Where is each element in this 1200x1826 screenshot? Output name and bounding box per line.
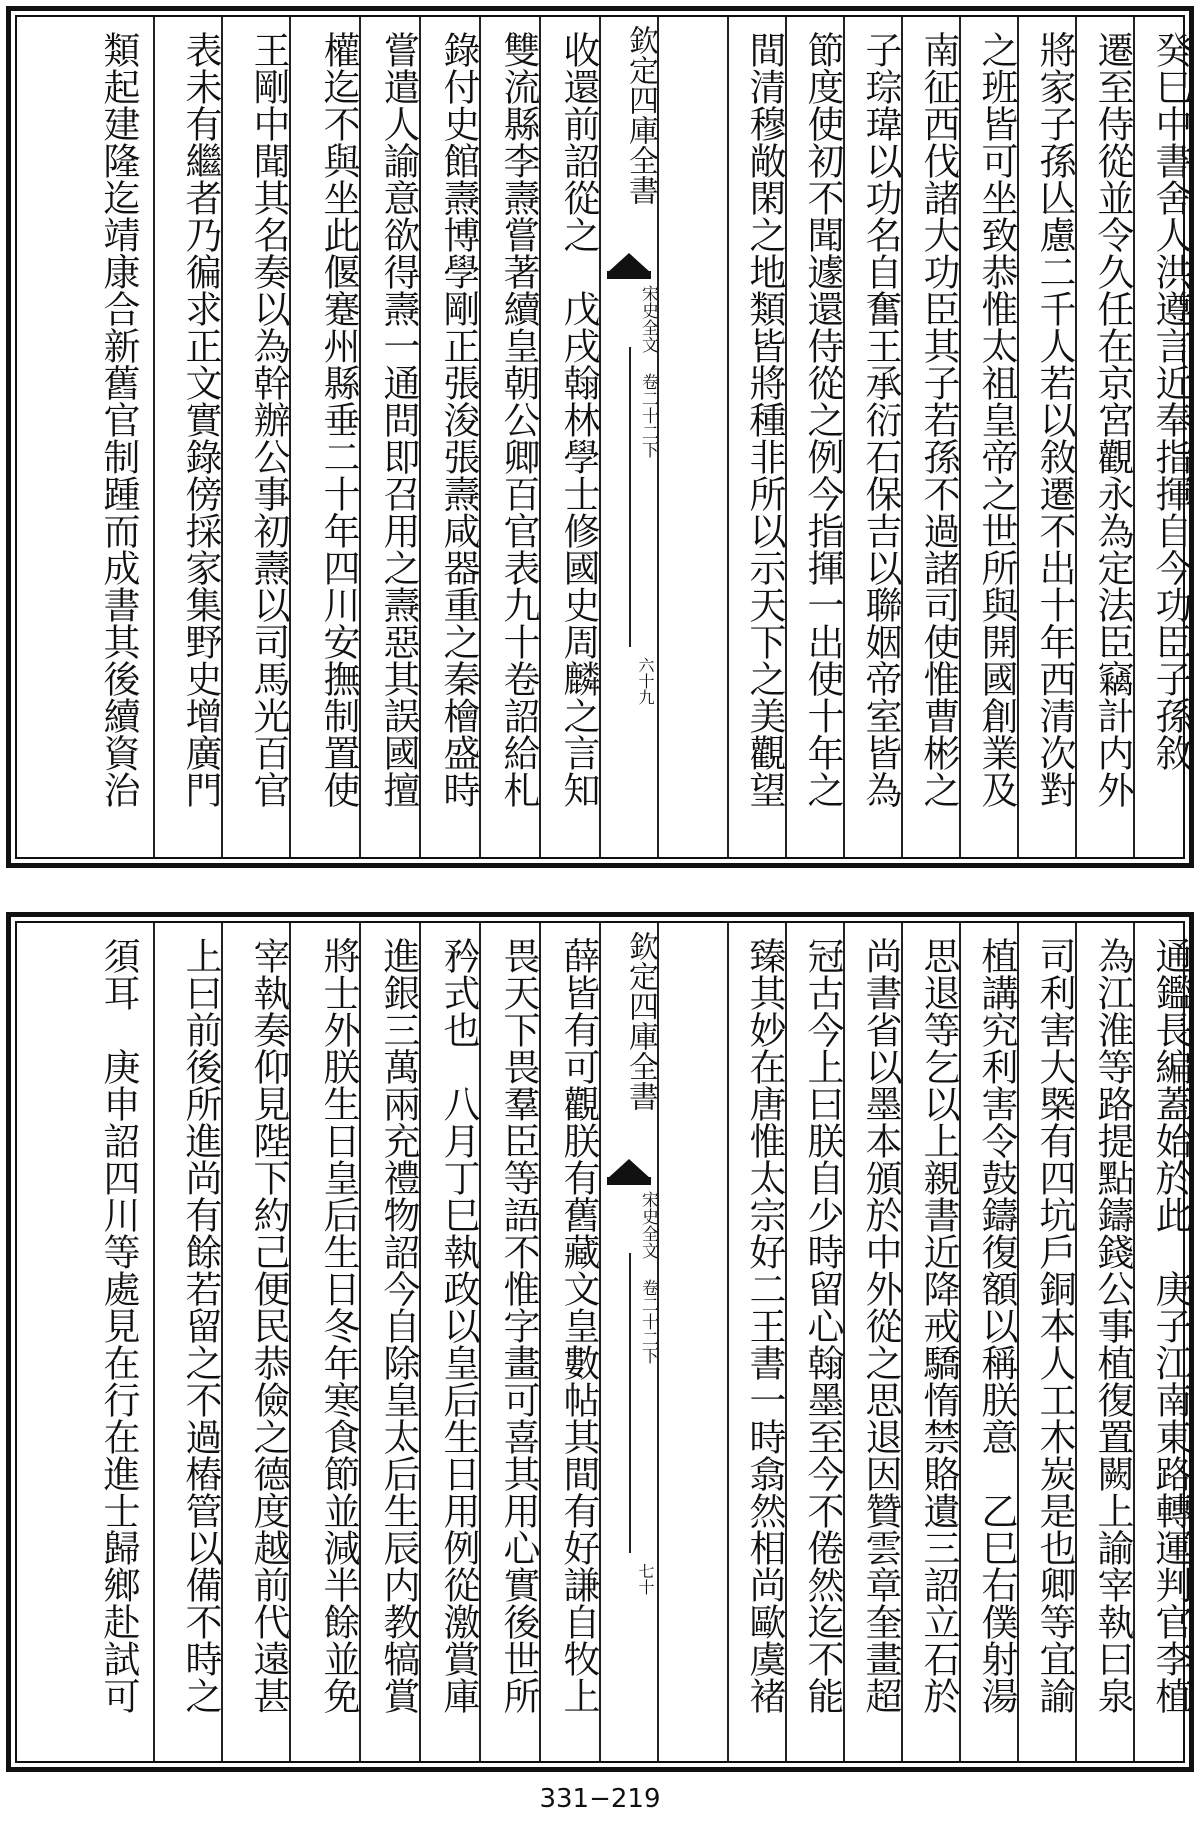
leaf-number: 六十九 (636, 657, 655, 705)
text-column: 節度使初不聞遽還侍從之例今指揮一出使十年之 (785, 17, 843, 857)
text-column: 收還前詔從之 戊戌翰林學士修國史周麟之言知 (539, 17, 599, 857)
text-column: 間清穆敞閑之地類皆將種非所以示天下之美觀望 (727, 17, 785, 857)
lower-page (6, 912, 1194, 1772)
text-column: 將家子孫亾慮二千人若以敘遷不出十年西清次對 (1017, 17, 1075, 857)
text-column: 子琮瑋以功名自奮王承衍石保吉以聯姻帝室皆為 (843, 17, 901, 857)
chapter-label: 宋史全文 卷二十二下 (638, 285, 658, 458)
text-column: 司利害大槩有四坑戶銅本人工木炭是也卿等宜諭 (1017, 923, 1075, 1761)
text-column: 上曰前後所進尚有餘若留之不過樁管以備不時之 (153, 923, 221, 1761)
center-rule (629, 347, 631, 647)
spacer-column (657, 923, 727, 1761)
text-column: 臻其妙在唐惟太宗好二王書一時翕然相尚歐虞褚 (727, 923, 785, 1761)
text-column: 植講究利害令鼓鑄復額以稱朕意 乙巳右僕射湯 (959, 923, 1017, 1761)
center-banner (599, 17, 657, 857)
fish-tail-ornament-icon (607, 253, 651, 273)
text-column: 王剛中聞其名奏以為幹辦公事初燾以司馬光百官 (221, 17, 289, 857)
center-rule (629, 1253, 631, 1553)
text-column: 須耳 庚申詔四川等處見在行在進士歸鄉赴試可 (97, 937, 140, 1714)
text-column: 嘗遣人諭意欲得燾一通問即召用之燾惡其誤國擅 (359, 17, 419, 857)
text-column: 權迄不與坐此偃蹇州縣垂二十年四川安撫制置使 (289, 17, 359, 857)
text-column: 錄付史館燾博學剛正張浚張燾咸器重之秦檜盛時 (419, 17, 479, 857)
fish-tail-bar-icon (607, 1177, 651, 1185)
text-column: 遷至侍從並令久任在京宮觀永為定法臣竊計内外 (1075, 17, 1133, 857)
upper-page (6, 6, 1194, 868)
text-column: 雙流縣李燾嘗著續皇朝公卿百官表九十卷詔給札 (479, 17, 539, 857)
text-column: 宰執奏仰見陛下約己便民恭儉之德度越前代遠甚 (221, 923, 289, 1761)
text-column: 思退等乞以上親書近降戒驕惰禁賂遺三詔立石於 (901, 923, 959, 1761)
upper-page-frame (15, 15, 1192, 859)
text-column: 類起建隆迄靖康合新舊官制踵而成書其後續資治 (97, 31, 140, 808)
text-column: 進銀三萬兩充禮物詔今自除皇太后生辰内教犒賞 (359, 923, 419, 1761)
lower-page-frame (15, 921, 1192, 1763)
text-column: 尚書省以墨本頒於中外從之思退因贊雲章奎畫超 (843, 923, 901, 1761)
page-number: 331−219 (539, 1784, 661, 1814)
center-banner (599, 923, 657, 1761)
spacer-column (657, 17, 727, 857)
text-column: 之班皆可坐致恭惟太祖皇帝之世所與開國創業及 (959, 17, 1017, 857)
text-column: 將士外朕生日皇后生日冬年寒食節並減半餘並免 (289, 923, 359, 1761)
fish-tail-bar-icon (607, 271, 651, 279)
text-column: 薛皆有可觀朕有舊藏文皇數帖其間有好謙自牧上 (539, 923, 599, 1761)
leaf-number: 七十 (636, 1563, 655, 1595)
fish-tail-ornament-icon (607, 1159, 651, 1179)
text-column: 為江淮等路提點鑄錢公事植復置闕上諭宰執曰泉 (1075, 923, 1133, 1761)
text-column: 通鑑長編蓋始於此 庚子江南東路轉運判官李植 (1133, 923, 1191, 1761)
text-column: 畏天下畏羣臣等語不惟字畫可喜其用心實後世所 (479, 923, 539, 1761)
chapter-label: 宋史全文 卷二十二下 (638, 1191, 658, 1364)
text-column: 南征西伐諸大功臣其子若孫不過諸司使惟曹彬之 (901, 17, 959, 857)
book-title: 欽定四庫全書 (623, 931, 658, 1111)
text-column: 表未有繼者乃徧求正文實錄傍採家集野史增廣門 (153, 17, 221, 857)
book-title: 欽定四庫全書 (623, 25, 658, 205)
text-column: 冠古今上曰朕自少時留心翰墨至今不倦然迄不能 (785, 923, 843, 1761)
text-column: 矜式也 八月丁巳執政以皇后生日用例從激賞庫 (419, 923, 479, 1761)
text-column: 癸巳中書舍人洪遵言近奉指揮自今功臣子孫敘 (1133, 17, 1191, 857)
